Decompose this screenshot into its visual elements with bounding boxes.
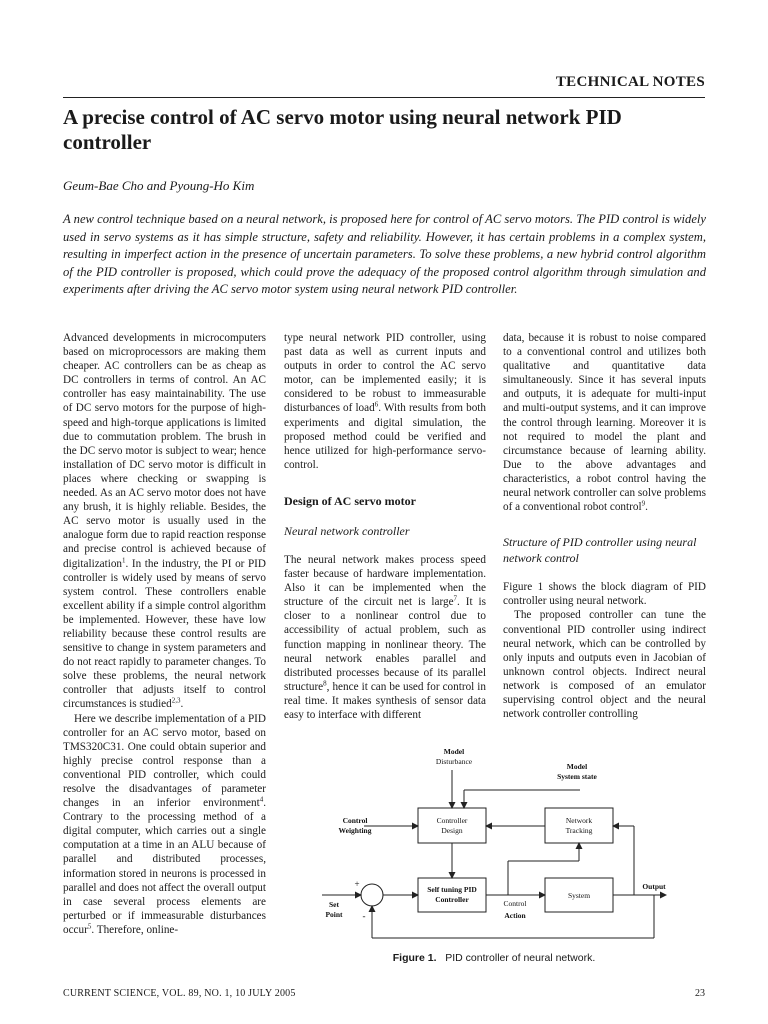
paragraph: data, because it is robust to noise compared to a conventional control and utilizes both qualitative and quantitative data simultaneously. Since it has several inputs and outputs, it is adequate for multi-input and multi-output systems, and it can improve the control through learning. Moreover it is not required to model the plant and circumstance because of learning ability. Due to the above advantages and characteristics, a robot control having the neural network controller can solve problems of a conventional robot control$^9$. [503, 332, 706, 514]
abstract: A new control technique based on a neural network, is proposed here for control of AC servo motors. The PID control is widely used in servo systems as it has simple structure, safety and reliability. However, it has certain problems in a complex system, resulting in imperfect action in the presence of uncertain parameters. To solve these problems, a new hybrid control algorithm of the PID controller is proposed, which could prove the adequacy of the proposed control algorithm through simulation and experiments after driving the AC servo motor system using neural network PID controller. [63, 212, 706, 297]
paragraph: Advanced developments in microcomputers based on microprocessors are making them cheaper. AC controllers can be as cheap as DC controllers in terms of control. An AC controller has easy maintainability. The use of DC servo motors for the purpose of high-speed and high-torque applications is limited due to commutation problem. The brush in the DC servo motor is subject to wear; hence installation of DC servo motor is difficult in places where checking or swapping is needed. As an AC servo motor does not have any brush, it is highly reliable. Besides, the AC servo motor is usually used in the analogue form due to rapid reaction response and precise control is achieved because of digitalization$^1$. In the industry, the PI or PID controller is widely used by means of servo system control. These controllers enable excellent ability if a simple control algorithm be implemented. However, these have low reliability because these control results are sensitive to change in system parameters and do not react rapidly to parameter changes. To solve these problems, the neural network controller that adjusts itself to control circumstances is studied$^{2,3}$. [63, 332, 266, 711]
model-state-label-line2: System state [557, 772, 597, 781]
page-number: 23 [695, 988, 705, 999]
paragraph: The proposed controller can tune the conventional PID controller using indirect neural network, which can be controlled by only inputs and outputs even in Jacobian of unknown control objects. Indirect neural network is composed of an emulator supervising control object and the neural network controller controlling [503, 609, 706, 721]
citation: 8 [323, 679, 327, 688]
citation: 6 [374, 400, 379, 409]
self-tuning-label: Self tuning PID [427, 885, 477, 894]
column-1 [63, 331, 266, 937]
figure-caption [282, 952, 706, 964]
paragraph: Figure 1 shows the block diagram of PID controller using neural network. [503, 581, 706, 608]
system-label: System [567, 891, 591, 900]
self-tuning-label-line2: Controller [435, 895, 469, 904]
control-action-label: Control [503, 899, 527, 908]
figure-caption-text: PID controller of neural network. [445, 952, 596, 964]
control-action-label-line2: Action [504, 911, 526, 920]
summing-junction [361, 884, 383, 906]
footer-journal: CURRENT SCIENCE, VOL. 89, NO. 1, 10 JULY 2005 [63, 988, 296, 999]
subsection-heading: Neural network controller [284, 523, 410, 538]
block-diagram [282, 742, 706, 952]
citation: 9 [641, 499, 646, 508]
section-label: TECHNICAL NOTES [555, 74, 705, 90]
control-weighting-label-line2: Weighting [338, 826, 372, 835]
paragraph: The neural network makes process speed faster because of hardware implementation. Also it can be implemented when the structure of the circuit net is large$^7$. It is closer to a nonlinear control due to accessibility of actual problem, such as function mapping in nonlinear theory. The neural network enables parallel and distributed processes because of its parallel structure$^8$, hence it can be used for control in real time. It makes synthesis of sensor data easy to interface with different [284, 553, 486, 721]
header-rule [63, 97, 705, 98]
set-point-label-line2: Point [325, 910, 343, 919]
citation: 1 [122, 555, 126, 564]
network-tracking-label-line2: Tracking [565, 826, 593, 835]
paragraph: Here we describe implementation of a PID controller for an AC servo motor, based on TMS320C31. One could obtain superior and highly precise control response than a conventional PID controller, which could resolve the disadvantages of parameter changes in an inferior environment$^4$. Contrary to the processing method of a digital computer, which carries out a single computation at a time in an ALU because of parallel and distributed processes, information stored in neurons is processed in parallel and does not affect the overall output in case several process elements are perturbed or if immeasurable disturbances occur$^5$. Therefore, online- [63, 712, 266, 936]
disturbance-label: Disturbance [435, 757, 473, 766]
subsection-heading: Structure of PID controller using neural network control [503, 535, 697, 566]
controller-design-label: Controller [436, 816, 468, 825]
article-title: A precise control of AC servo motor using neural network PID controller [63, 105, 622, 154]
citation: 5 [87, 922, 92, 931]
citation: 4 [259, 795, 264, 804]
plus-sign: + [354, 879, 360, 889]
paragraph: type neural network PID controller, using past data as well as current inputs and outputs in order to control the AC servo motor, can be implemented easily; it is considered to be robust to immeasurable disturbances of load$^6$. With results from both experiments and digital simulation, the proposed method could be verified and hence utilized for high-performance servo-control. [284, 332, 486, 471]
figure-1 [282, 742, 706, 982]
citation: 2,3 [171, 696, 181, 705]
model-label: Model [443, 747, 465, 756]
figure-number: Figure 1. [392, 952, 437, 964]
output-label: Output [642, 882, 666, 891]
minus-sign: - [362, 911, 366, 921]
section-heading: Design of AC servo motor [284, 493, 416, 508]
set-point-label: Set [329, 900, 339, 909]
citation: 7 [453, 594, 458, 603]
model-state-label: Model [566, 762, 588, 771]
network-tracking-label: Network [565, 816, 593, 825]
column-3 [503, 331, 706, 721]
controller-design-label-line2: Design [441, 826, 463, 835]
author-list: Geum-Bae Cho and Pyoung-Ho Kim [63, 178, 255, 193]
column-2 [284, 331, 486, 722]
control-weighting-label: Control [342, 816, 368, 825]
